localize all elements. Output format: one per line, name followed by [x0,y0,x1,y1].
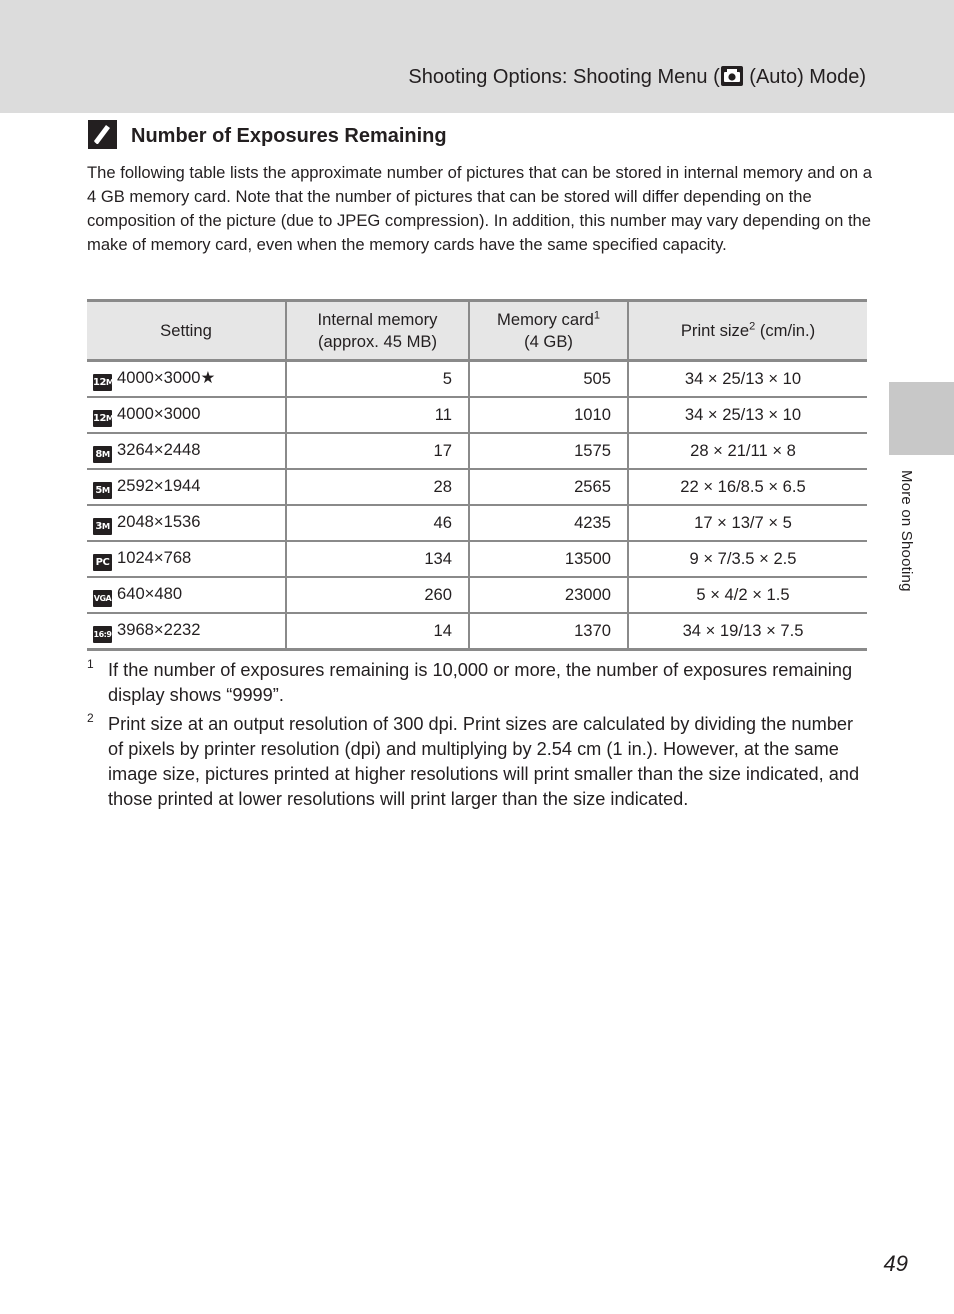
internal-cell: 46 [286,505,469,541]
setting-cell [87,613,286,650]
vga-icon: VGA [93,590,112,607]
print-cell: 34 × 19/13 × 7.5 [628,613,867,650]
print-cell: 34 × 25/13 × 10 [628,361,867,398]
header-band [0,0,954,113]
footnote-ref-1: 1 [593,308,600,321]
12m-icon: 12M [93,410,112,427]
header-title-suffix: (Auto) Mode) [743,66,866,88]
table-header-row [87,301,867,361]
setting-cell [87,541,286,577]
setting-cell [87,577,286,613]
header-internal-line1: Internal memory [317,309,438,329]
header-title-prefix: Shooting Options: Shooting Menu ( [408,66,720,88]
footnote-1 [87,658,867,708]
table-row [87,361,867,398]
table-row [87,577,867,613]
setting-value: 1024×768 [117,547,192,567]
footnote-text: If the number of exposures remaining is 10,000 or more, the number of exposures remaining display shows “9999”. [108,660,853,705]
setting-value: 3968×2232 [117,619,201,639]
internal-cell: 11 [286,397,469,433]
print-cell: 17 × 13/7 × 5 [628,505,867,541]
internal-cell: 134 [286,541,469,577]
pc-icon: PC [93,554,112,571]
5m-icon: 5M [93,482,112,499]
card-cell: 4235 [469,505,628,541]
footnote-2 [87,712,867,812]
header-internal-memory [286,301,469,361]
print-cell: 34 × 25/13 × 10 [628,397,867,433]
footnote-ref-2: 2 [749,319,756,332]
setting-cell [87,361,286,398]
internal-cell: 17 [286,433,469,469]
print-cell: 22 × 16/8.5 × 6.5 [628,469,867,505]
table-row [87,397,867,433]
header-print-unit: (cm/in.) [755,320,816,340]
internal-cell: 5 [286,361,469,398]
setting-value: 4000×3000 [117,403,201,423]
setting-value: 4000×3000★ [117,367,216,387]
section-title: Number of Exposures Remaining [131,125,447,147]
setting-value: 2048×1536 [117,511,201,531]
setting-value: 640×480 [117,583,183,603]
page-header-title [408,66,866,92]
table-row [87,613,867,650]
side-tab-label: More on Shooting [898,470,915,592]
side-tab [889,382,954,455]
card-cell: 13500 [469,541,628,577]
16-9-icon: 16:9 [93,626,112,643]
internal-cell: 14 [286,613,469,650]
header-card-line1: Memory card [497,309,594,329]
3m-icon: 3M [93,518,112,535]
print-cell: 9 × 7/3.5 × 2.5 [628,541,867,577]
print-cell: 5 × 4/2 × 1.5 [628,577,867,613]
table-row [87,433,867,469]
footnote-mark: 1 [87,657,94,671]
setting-value: 2592×1944 [117,475,201,495]
card-cell: 1010 [469,397,628,433]
exposures-table [87,299,867,651]
setting-cell [87,469,286,505]
setting-cell [87,505,286,541]
8m-icon: 8M [93,446,112,463]
card-cell: 1575 [469,433,628,469]
internal-cell: 28 [286,469,469,505]
header-print-label: Print size [680,320,750,340]
setting-cell [87,433,286,469]
card-cell: 505 [469,361,628,398]
table-row [87,469,867,505]
card-cell: 2565 [469,469,628,505]
header-internal-line2: (approx. 45 MB) [318,331,437,351]
print-cell: 28 × 21/11 × 8 [628,433,867,469]
setting-cell [87,397,286,433]
12m-fine-icon: 12M [93,374,112,391]
footnote-text: Print size at an output resolution of 300 dpi. Print sizes are calculated by dividing the number of pixels by printer resolution (dpi) and multiplying by 2.54 cm (1 in.). However, at the same image size, pictures printed at higher resolutions will print smaller than the size indicated, and those printed at lower resolutions will print larger than the size indicated. [108,714,860,809]
camera-icon [721,66,743,92]
header-card-line2: (4 GB) [524,331,573,351]
footnote-mark: 2 [87,711,94,725]
header-setting: Setting [87,301,286,361]
pencil-note-icon [88,120,117,149]
table-row [87,505,867,541]
intro-paragraph: The following table lists the approximate number of pictures that can be stored in internal memory and on a 4 GB memory card. Note that the number of pictures that can be stored will differ depending on the composition of the picture (due to JPEG compression). In addition, this number may vary depending on the make of memory card, even when the memory cards have the same specified capacity. [87,163,872,254]
table-row [87,541,867,577]
internal-cell: 260 [286,577,469,613]
header-print-size [628,301,867,361]
card-cell: 1370 [469,613,628,650]
setting-value: 3264×2448 [117,439,201,459]
page-number: 49 [883,1251,908,1276]
header-memory-card [469,301,628,361]
card-cell: 23000 [469,577,628,613]
